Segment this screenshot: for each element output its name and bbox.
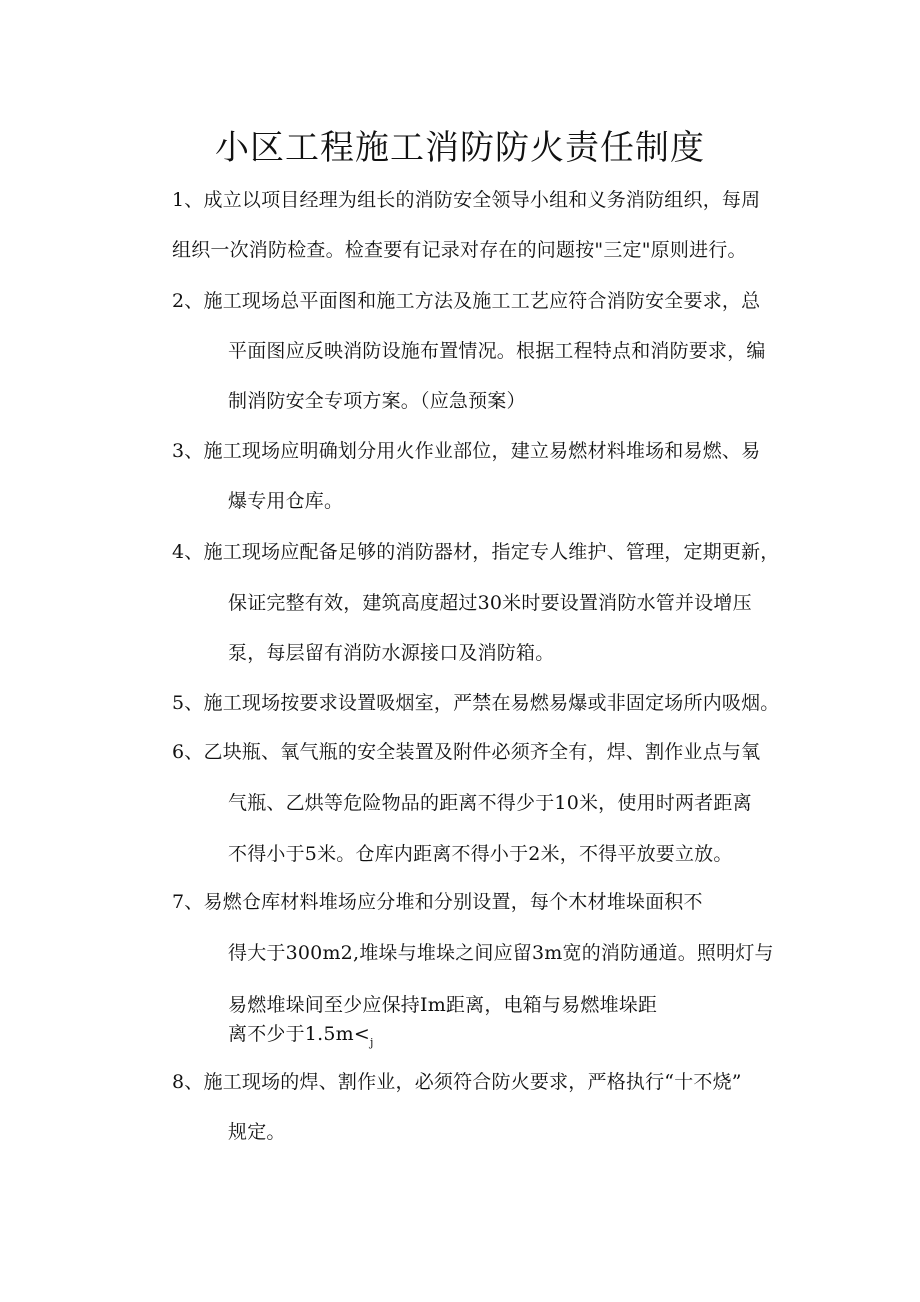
item-3-line-1: 3、施工现场应明确划分用火作业部位，建立易燃材料堆场和易燃、易: [172, 440, 761, 462]
item-7-line-2: 得大于300m2,堆垛与堆垛之间应留3m宽的消防通道。照明灯与: [228, 942, 774, 964]
item-3-line-2: 爆专用仓库。: [228, 490, 344, 512]
item-1-line-2: 组织一次消防检查。检查要有记录对存在的问题按"三定"原则进行。: [172, 239, 747, 261]
item-2-line-3: 制消防安全专项方案。（应急预案）: [228, 390, 526, 412]
item-4-line-1: 4、施工现场应配备足够的消防器材，指定专人维护、管理，定期更新，: [172, 541, 780, 563]
item-2-line-1: 2、施工现场总平面图和施工方法及施工工艺应符合消防安全要求，总: [172, 290, 761, 312]
item-6-line-3: 不得小于5米。仓库内距离不得小于2米，不得平放要立放。: [228, 843, 733, 865]
item-7-line-1: 7、易燃仓库材料堆场应分堆和分别设置，每个木材堆垛面积不: [172, 891, 703, 913]
document-title: 小区工程施工消防防火责任制度: [215, 128, 705, 168]
item-8-line-2: 规定。: [228, 1121, 286, 1143]
item-8-line-1: 8、施工现场的焊、割作业，必须符合防火要求，严格执行“十不烧”: [172, 1071, 742, 1093]
item-7-line-4: [228, 1022, 374, 1049]
item-7-line-4-text: 离不少于1.5m<: [228, 1023, 370, 1045]
item-4-line-3: 泵，每层留有消防水源接口及消防箱。: [228, 642, 555, 664]
item-6-line-1: 6、乙块瓶、氧气瓶的安全装置及附件必须齐全有，焊、割作业点与氧: [172, 741, 761, 763]
item-7-line-3: 易燃堆垛间至少应保持Im距离，电箱与易燃堆垛距: [228, 994, 658, 1016]
item-1-line-1: 1、成立以项目经理为组长的消防安全领导小组和义务消防组织，每周: [172, 189, 761, 211]
item-5-line-1: 5、施工现场按要求设置吸烟室，严禁在易燃易爆或非固定场所内吸烟。: [172, 692, 780, 714]
item-4-line-2: 保证完整有效，建筑高度超过30米时要设置消防水管并设增压: [228, 592, 752, 614]
item-6-line-2: 气瓶、乙烘等危险物品的距离不得少于10米，使用时两者距离: [228, 792, 752, 814]
item-2-line-2: 平面图应反映消防设施布置情况。根据工程特点和消防要求，编: [228, 340, 766, 362]
item-7-subscript: j: [369, 1036, 374, 1049]
